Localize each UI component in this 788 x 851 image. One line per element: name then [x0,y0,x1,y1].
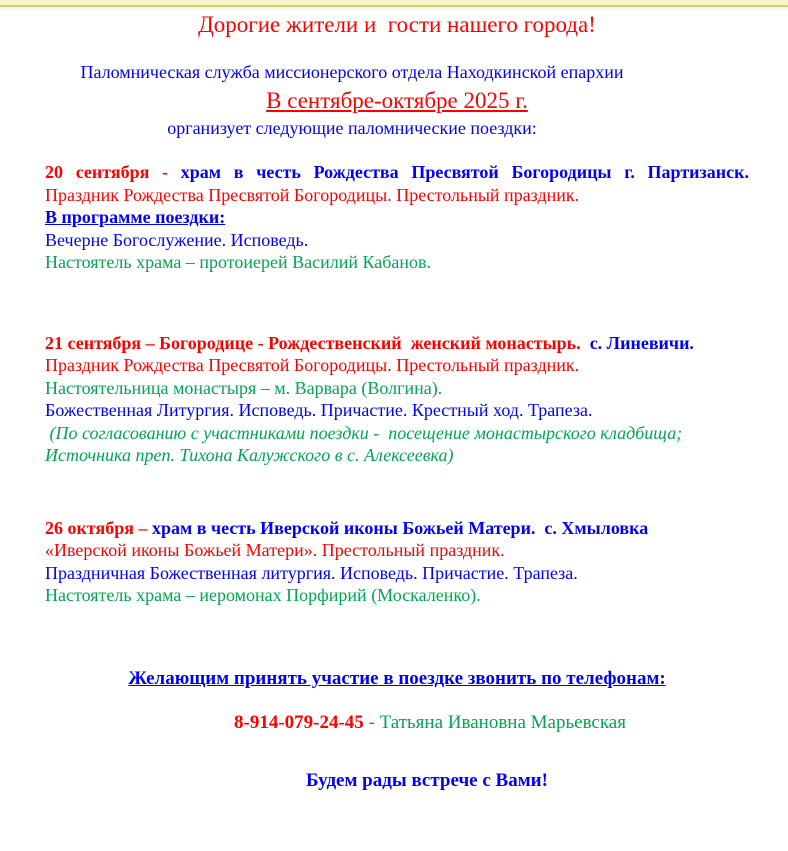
trip-block [45,161,749,274]
trip-title [45,332,749,355]
trips-list [45,161,749,607]
phones-heading: Желающим принять участие в поездке звонить по телефонам: [128,667,666,689]
trip-detail-line: Праздник Рождества Пресвятой Богородицы. Престольный праздник. [45,184,580,205]
phone-segment: 8-914-079-24-45 [234,711,364,733]
trip-detail-line: Источника преп. Тихона Калужского в с. Алексеевка) [45,445,454,465]
period-title: В сентябре-октябре 2025 г. [266,88,528,113]
trip-block [45,517,749,607]
trip-detail-line: Праздник Рождества Пресвятой Богородицы. Престольный праздник. [45,355,580,375]
trip-title [45,517,749,540]
trip-block [45,332,749,467]
phone-contact-line [45,711,749,735]
trip-title-segment: 21 сентября – Богородице - Рождественский женский монастырь. [45,332,590,353]
phone-segment: - [363,711,380,733]
trip-title-segment: с. Линевичи. [589,332,694,353]
closing-line: Будем рады встрече с Вами! [306,769,548,791]
trip-detail-line: Вечерне Богослужение. Исповедь. [45,229,309,250]
phone-segment: Татьяна Ивановна Марьевская [379,711,626,733]
trip-detail-line: В программе поездки: [45,207,226,227]
trip-title-segment: храм в честь Рождества Пресвятой Богородицы г. Партизанск. [180,162,750,182]
top-window-edge [0,0,788,7]
greeting-title: Дорогие жители и гости нашего города! [198,12,596,37]
organization-line: Паломническая служба миссионерского отдела Находкинской епархии [80,62,624,82]
trip-title-segment: 20 сентября - [45,162,181,182]
trip-detail-line: Божественная Литургия. Исповедь. Причастие. Крестный ход. Трапеза. [45,400,593,420]
trip-title-segment: храм в честь Иверской иконы Божьей Матери. с. Хмыловка [151,517,649,538]
trip-title [45,161,749,184]
flyer-content [0,11,788,793]
trip-detail-line: Настоятель храма – протоиерей Василий Кабанов. [45,252,432,272]
trip-detail-line: (По согласованию с участниками поездки - посещение монастырского кладбища; [45,422,683,443]
trip-detail-line: «Иверской иконы Божьей Матери». Престольный праздник. [45,540,505,560]
trip-detail-line: Праздничная Божественная литургия. Исповедь. Причастие. Трапеза. [45,562,578,583]
trip-detail-line: Настоятельница монастыря – м. Варвара (Волгина). [45,377,443,398]
intro-line: организует следующие паломнические поездки: [167,118,537,138]
trip-detail-line: Настоятель храма – иеромонах Порфирий (Москаленко). [45,585,481,605]
trip-title-segment: 26 октября – [45,517,152,538]
